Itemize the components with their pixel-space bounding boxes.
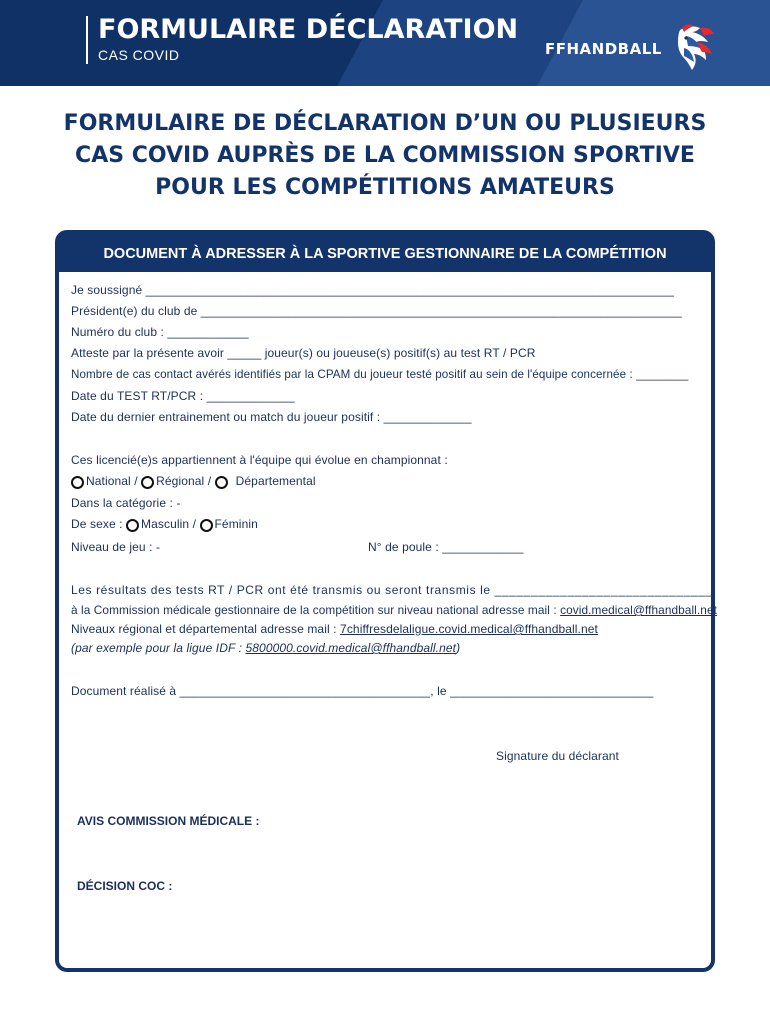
radio-departemental[interactable] <box>215 476 228 489</box>
commission-nationale-text <box>71 603 717 617</box>
categorie-field[interactable]: Dans la catégorie : - <box>71 496 181 510</box>
option-feminin-label: Féminin <box>214 517 258 531</box>
exemple-text <box>71 641 460 655</box>
signature-label: Signature du déclarant <box>496 749 619 763</box>
banner-divider <box>86 16 88 64</box>
cas-contact-field[interactable]: Nombre de cas contact avérés identifiés par la CPAM du joueur testé positif au sein de l'équipe concernée : ________ <box>71 368 689 381</box>
niveau-jeu-field[interactable]: Niveau de jeu : - <box>71 540 161 554</box>
numero-club-field[interactable]: Numéro du club : ____________ <box>71 325 249 339</box>
regional-text <box>71 622 598 636</box>
sexe-label: De sexe : <box>71 517 123 531</box>
document-title-line: CAS COVID AUPRÈS DE LA COMMISSION SPORTIVE <box>75 143 695 168</box>
radio-feminin[interactable] <box>200 519 213 532</box>
regional-label: Niveaux régional et départemental adresse mail : <box>71 622 337 636</box>
exemple-label: (par exemple pour la ligue IDF : <box>71 641 243 655</box>
atteste-field[interactable]: Atteste par la présente avoir _____ joueur(s) ou joueuse(s) positif(s) au test RT / PCR <box>71 346 536 360</box>
rooster-logo-icon <box>670 22 718 74</box>
president-club-field[interactable]: Président(e) du club de _______________________________________________________________________ <box>71 304 682 318</box>
form-box-header: DOCUMENT À ADRESSER À LA SPORTIVE GESTIONNAIRE DE LA COMPÉTITION <box>59 234 711 272</box>
regional-email-link[interactable]: 7chiffresdelaligue.covid.medical@ffhandball.net <box>340 622 598 636</box>
national-email-link[interactable]: covid.medical@ffhandball.net <box>560 603 717 617</box>
resultats-field[interactable]: Les résultats des tests RT / PCR ont été transmis ou seront transmis le ______________________________ <box>71 583 713 597</box>
sexe-options <box>71 517 258 532</box>
avis-commission-label: AVIS COMMISSION MÉDICALE : <box>77 814 260 828</box>
numero-poule-field[interactable]: N° de poule : ____________ <box>368 540 524 554</box>
radio-regional[interactable] <box>141 476 154 489</box>
banner-subtitle: CAS COVID <box>98 47 180 63</box>
document-realise-field[interactable]: Document réalisé à _____________________________________, le ______________________________ <box>71 684 654 698</box>
radio-masculin[interactable] <box>126 519 139 532</box>
brand-name: FFHANDBALL <box>545 40 662 58</box>
radio-national[interactable] <box>71 476 84 489</box>
document-title-line: FORMULAIRE DE DÉCLARATION D’UN OU PLUSIEURS <box>63 111 707 136</box>
soussigne-field[interactable]: Je soussigné ______________________________________________________________________________ <box>71 283 675 297</box>
document-title-line: POUR LES COMPÉTITIONS AMATEURS <box>155 175 615 200</box>
exemple-email-link[interactable]: 5800000.covid.medical@ffhandball.net <box>245 641 457 655</box>
banner-title: FORMULAIRE DÉCLARATION <box>98 14 519 45</box>
date-dernier-match-field[interactable]: Date du dernier entrainement ou match du joueur positif : _____________ <box>71 410 472 424</box>
form-box <box>55 230 715 972</box>
decision-coc-label: DÉCISION COC : <box>77 879 173 893</box>
option-regional-label: Régional / <box>156 474 212 488</box>
niveau-options <box>71 474 316 489</box>
header-banner <box>0 0 770 86</box>
option-national-label: National / <box>86 474 138 488</box>
option-departemental-label: Départemental <box>235 474 316 488</box>
option-masculin-label: Masculin / <box>141 517 197 531</box>
commission-nationale-label: à la Commission médicale gestionnaire de la compétition sur niveau national adresse mail : <box>71 603 557 617</box>
licencies-text: Ces licencié(e)s appartiennent à l'équipe qui évolue en championnat : <box>71 453 448 467</box>
document-title <box>30 108 740 204</box>
date-test-field[interactable]: Date du TEST RT/PCR : _____________ <box>71 389 295 403</box>
exemple-end: ) <box>456 641 461 655</box>
